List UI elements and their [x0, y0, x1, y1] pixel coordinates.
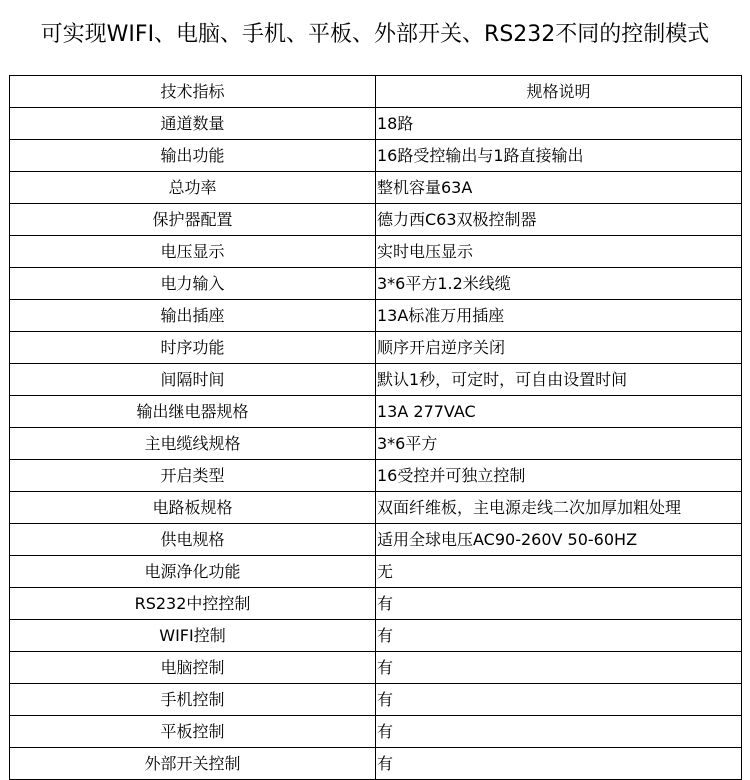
spec-value-cell: 适用全球电压AC90-260V 50-60HZ: [376, 524, 742, 556]
spec-value-cell: 无: [376, 556, 742, 588]
spec-name-cell: 供电规格: [10, 524, 376, 556]
spec-name-cell: 外部开关控制: [10, 748, 376, 780]
spec-value-cell: 默认1秒，可定时，可自由设置时间: [376, 364, 742, 396]
spec-value-cell: 德力西C63双极控制器: [376, 204, 742, 236]
spec-value-cell: 13A标准万用插座: [376, 300, 742, 332]
table-row: [10, 620, 742, 652]
spec-name-cell: 手机控制: [10, 684, 376, 716]
spec-name-cell: RS232中控控制: [10, 588, 376, 620]
spec-name-cell: 电力输入: [10, 268, 376, 300]
spec-name-cell: 时序功能: [10, 332, 376, 364]
spec-name-cell: 保护器配置: [10, 204, 376, 236]
spec-name-cell: 电源净化功能: [10, 556, 376, 588]
table-row: [10, 524, 742, 556]
table-row: [10, 684, 742, 716]
table-row: [10, 140, 742, 172]
spec-name-cell: 电路板规格: [10, 492, 376, 524]
spec-table: [9, 75, 742, 780]
spec-value-cell: 13A 277VAC: [376, 396, 742, 428]
spec-name-cell: 平板控制: [10, 716, 376, 748]
spec-value-cell: 3*6平方: [376, 428, 742, 460]
table-row: [10, 428, 742, 460]
table-row: [10, 172, 742, 204]
table-row: [10, 556, 742, 588]
spec-value-cell: 实时电压显示: [376, 236, 742, 268]
table-row: [10, 652, 742, 684]
table-row: [10, 332, 742, 364]
spec-value-cell: 有: [376, 684, 742, 716]
table-row: [10, 364, 742, 396]
table-row: [10, 300, 742, 332]
spec-value-cell: 18路: [376, 108, 742, 140]
table-row: [10, 492, 742, 524]
page-title: 可实现WIFI、电脑、手机、平板、外部开关、RS232不同的控制模式: [40, 22, 710, 47]
table-row: [10, 108, 742, 140]
header-cell-spec: 规格说明: [376, 76, 742, 108]
spec-name-cell: 开启类型: [10, 460, 376, 492]
spec-value-cell: 有: [376, 588, 742, 620]
table-header-row: [10, 76, 742, 108]
spec-name-cell: 主电缆线规格: [10, 428, 376, 460]
spec-name-cell: 总功率: [10, 172, 376, 204]
spec-name-cell: 电脑控制: [10, 652, 376, 684]
header-cell-indicator: 技术指标: [10, 76, 376, 108]
table-row: [10, 460, 742, 492]
table-row: [10, 716, 742, 748]
spec-name-cell: 电压显示: [10, 236, 376, 268]
spec-name-cell: 输出插座: [10, 300, 376, 332]
spec-name-cell: 通道数量: [10, 108, 376, 140]
spec-name-cell: WIFI控制: [10, 620, 376, 652]
table-row: [10, 588, 742, 620]
table-row: [10, 268, 742, 300]
spec-name-cell: 输出继电器规格: [10, 396, 376, 428]
spec-value-cell: 有: [376, 716, 742, 748]
spec-value-cell: 顺序开启逆序关闭: [376, 332, 742, 364]
table-row: [10, 204, 742, 236]
spec-value-cell: 整机容量63A: [376, 172, 742, 204]
spec-value-cell: 有: [376, 620, 742, 652]
spec-name-cell: 输出功能: [10, 140, 376, 172]
spec-name-cell: 间隔时间: [10, 364, 376, 396]
spec-value-cell: 16路受控输出与1路直接输出: [376, 140, 742, 172]
spec-value-cell: 16受控并可独立控制: [376, 460, 742, 492]
spec-value-cell: 有: [376, 652, 742, 684]
table-row: [10, 396, 742, 428]
spec-value-cell: 双面纤维板，主电源走线二次加厚加粗处理: [376, 492, 742, 524]
spec-value-cell: 有: [376, 748, 742, 780]
spec-value-cell: 3*6平方1.2米线缆: [376, 268, 742, 300]
table-row: [10, 236, 742, 268]
